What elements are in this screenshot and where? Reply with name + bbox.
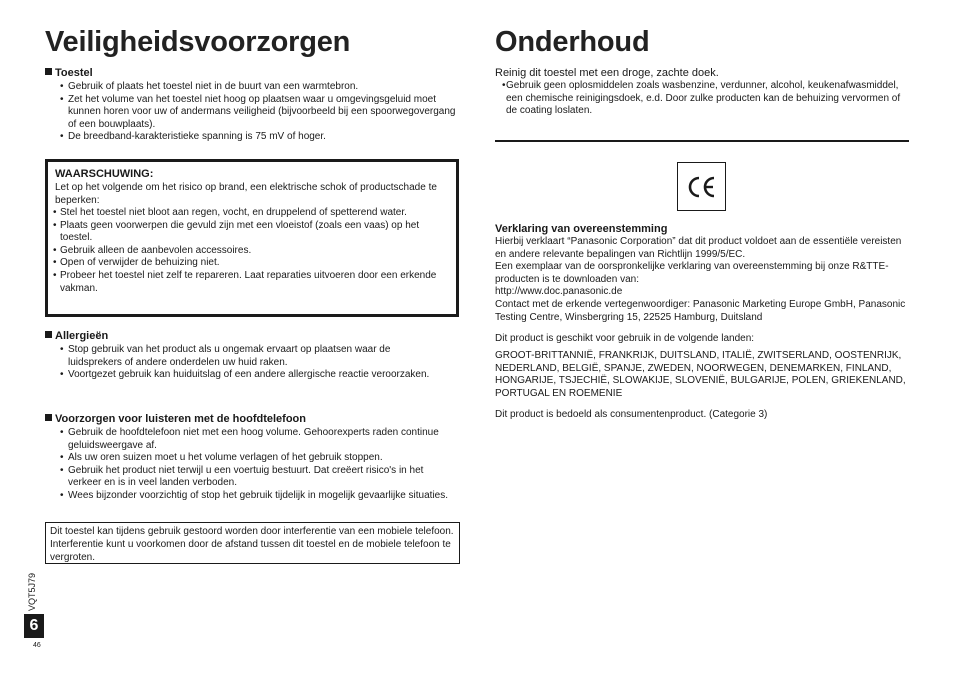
list-item: • Wees bijzonder voorzichtig of stop het gebruik tijdelijk in mogelijk gevaarlijke situaties. xyxy=(45,490,455,503)
declaration-heading: Verklaring van overeenstemming xyxy=(495,223,668,235)
document-code: VQT5J79 xyxy=(27,572,37,611)
list-item: • Gebruik geen oplosmiddelen zoals wasbenzine, verdunner, alcohol, keukenafwasmiddel, een chemische reinigingsdoek, e.d. Door zulke producten kan de behuizing vervormen of de coating loslaten. xyxy=(487,80,907,118)
declaration-text xyxy=(495,236,909,324)
declaration-line: Contact met de erkende vertegenwoordiger: Panasonic Marketing Europe GmbH, Panasonic Testing Centre, Winsbergring 15, 22525 Hamburg, Duitsland xyxy=(495,298,906,323)
countries-intro: Dit product is geschikt voor gebruik in de volgende landen: xyxy=(495,333,755,344)
heading-text: Allergieën xyxy=(55,330,109,342)
page-title-left: Veiligheidsvoorzorgen xyxy=(45,26,351,58)
list-item: • Voortgezet gebruik kan huiduitslag of een andere allergische reactie veroorzaken. xyxy=(45,369,445,382)
square-bullet-icon xyxy=(45,68,52,75)
toestel-list xyxy=(45,81,460,144)
section-heading-toestel xyxy=(45,67,93,80)
list-item: • Gebruik alleen de aanbevolen accessoires. xyxy=(41,245,451,258)
sub-page-number: 46 xyxy=(33,642,41,649)
list-item: • Stop gebruik van het product als u ongemak ervaart op plaatsen waar de luidsprekers of andere onderdelen uw huid raken. xyxy=(45,344,445,369)
heading-text: Toestel xyxy=(55,67,93,79)
warning-intro: Let op het volgende om het risico op brand, een elektrische schok of productschade te beperken: xyxy=(55,182,437,206)
warning-title: WAARSCHUWING: xyxy=(55,168,154,180)
maintenance-intro: Reinig dit toestel met een droge, zachte doek. xyxy=(495,67,719,79)
list-item: • De breedband-karakteristieke spanning is 75 mV of hoger. xyxy=(45,131,460,144)
list-item: • Zet het volume van het toestel niet hoog op plaatsen waar u omgevingsgeluid moet kunnen horen voor uw of andermans veiligheid (bijvoorbeeld bij een spoorwegovergang of een bouwplaats). xyxy=(45,94,460,132)
countries-list: GROOT-BRITTANNIË, FRANKRIJK, DUITSLAND, ITALIË, ZWITSERLAND, OOSTENRIJK, NEDERLAND, BELGIË, SPANJE, ZWEDEN, NOORWEGEN, DENEMARKEN, FINLAND, HONGARIJE, TSJECHIË, SLOWAKIJE, SLOVENIË, BULGARIJE, POLEN, GRIEKENLAND, PORTUGAL EN ROEMENIE xyxy=(495,350,906,399)
list-item: • Gebruik of plaats het toestel niet in de buurt van een warmtebron. xyxy=(45,81,460,94)
list-item: • Probeer het toestel niet zelf te repareren. Laat reparaties uitvoeren door een erkende vakman. xyxy=(41,270,451,295)
allergie-list xyxy=(45,344,445,382)
warning-list xyxy=(41,207,451,295)
warning-box xyxy=(45,159,459,317)
page-title-right: Onderhoud xyxy=(495,26,650,58)
list-item: • Gebruik het product niet terwijl u een voertuig bestuurt. Dat creëert risico's in het verkeer en is in veel landen verboden. xyxy=(45,465,455,490)
list-item: • Gebruik de hoofdtelefoon niet met een hoog volume. Gehoorexperts raden continue geluidsweergave af. xyxy=(45,427,455,452)
hoofdtelefoon-list xyxy=(45,427,455,503)
section-heading-hoofdtelefoon xyxy=(45,413,306,426)
list-item: • Open of verwijder de behuizing niet. xyxy=(41,257,451,270)
section-divider xyxy=(495,140,909,142)
ce-mark-icon xyxy=(677,162,726,211)
page-number: 6 xyxy=(24,614,44,638)
declaration-line: Een exemplaar van de oorspronkelijke verklaring van overeenstemming bij onze R&TTE-producten is te downloaden van: xyxy=(495,261,889,285)
list-item: • Stel het toestel niet bloot aan regen, vocht, en druppelend of spetterend water. xyxy=(41,207,451,220)
list-item: • Als uw oren suizen moet u het volume verlagen of het gebruik stoppen. xyxy=(45,452,455,465)
interference-note: Dit toestel kan tijdens gebruik gestoord worden door interferentie van een mobiele telefoon. Interferentie kunt u voorkomen door de afstand tussen dit toestel en de mobiele telefoon te vergroten. xyxy=(45,522,460,564)
square-bullet-icon xyxy=(45,331,52,338)
heading-text: Voorzorgen voor luisteren met de hoofdtelefoon xyxy=(55,413,306,425)
ce-mark-svg xyxy=(678,163,725,210)
declaration-url: http://www.doc.panasonic.de xyxy=(495,286,623,298)
list-item: • Plaats geen voorwerpen die gevuld zijn met een vloeistof (zoals een vaas) op het toestel. xyxy=(41,220,451,245)
maintenance-list xyxy=(487,80,907,118)
category-text: Dit product is bedoeld als consumentenproduct. (Categorie 3) xyxy=(495,409,768,420)
square-bullet-icon xyxy=(45,414,52,421)
section-heading-allergie xyxy=(45,330,108,343)
declaration-line: Hierbij verklaart “Panasonic Corporation” dat dit product voldoet aan de essentiële vereisten en andere relevante bepalingen van Richtlijn 1999/5/EC. xyxy=(495,236,902,260)
